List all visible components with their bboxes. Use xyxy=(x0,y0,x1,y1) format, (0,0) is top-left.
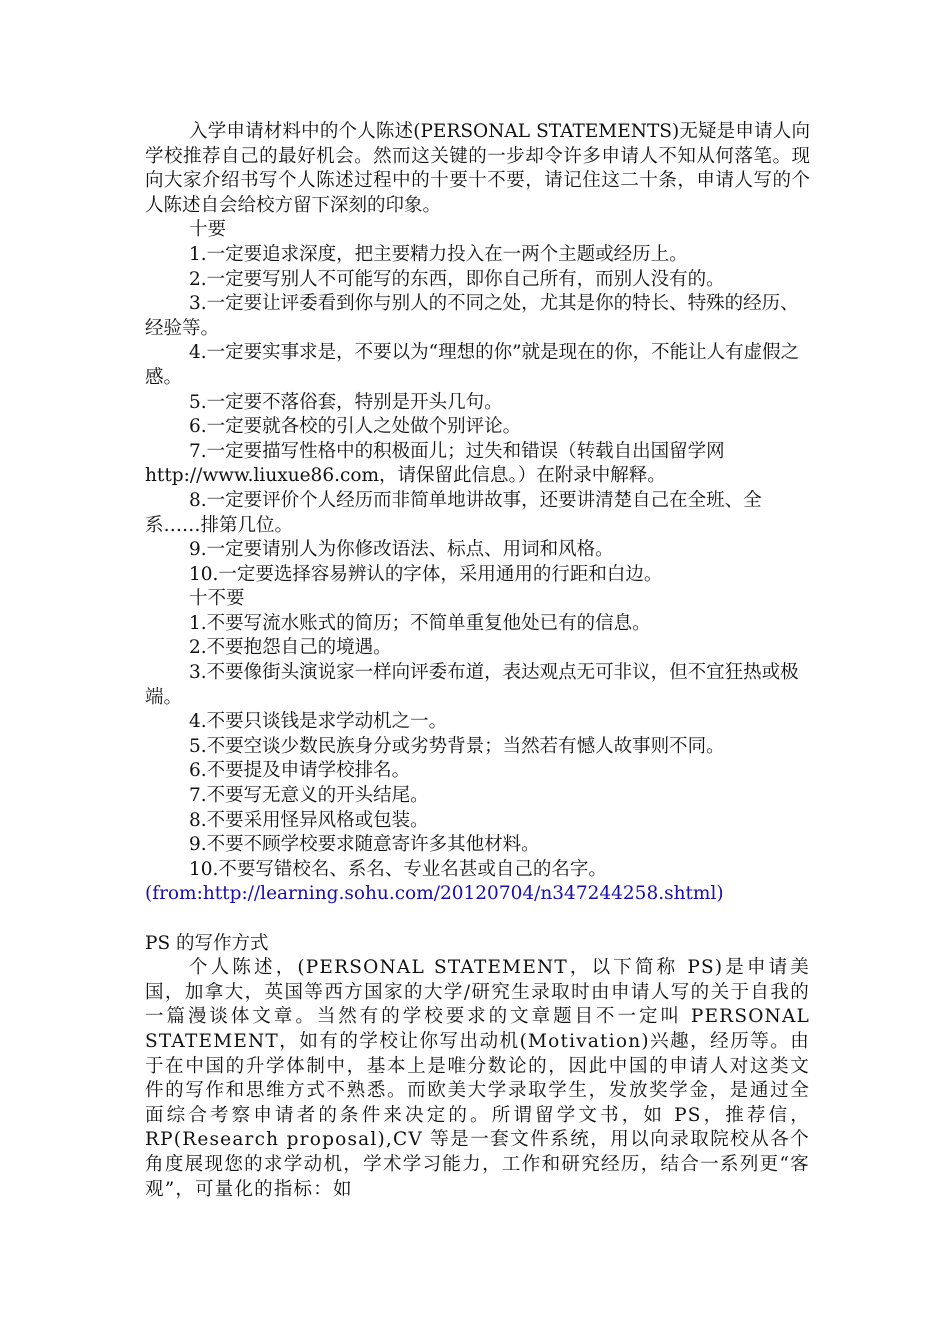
section2-title: PS 的写作方式 xyxy=(145,932,269,954)
section2-body: 个人陈述，(PERSONAL STATEMENT，以下简称 PS)是申请美国，加拿大，英国等西方国家的大学/研究生录取时由申请人写的关于自我的一篇漫谈体文章。当然有的学校要求的文章题目不一定叫 PERSONAL STATEMENT，如有的学校让你写出动机(Motivation)兴趣，经历等。由于在中国的升学体制中，基本上是唯分数论的，因此中国的申请人对这类文件的写作和思维方式不熟悉。而欧美大学录取学生，发放奖学金，是通过全面综合考察申请者的条件来决定的。所谓留学文书，如 PS，推荐信，RP(Research proposal),CV 等是一套文件系统，用以向录取院校从各个角度展现您的求学动机，学术学习能力，工作和研究经历，结合一系列更“客观”，可量化的指标：如 xyxy=(145,957,810,1200)
dos-item-2: 2.一定要写别人不可能写的东西，即你自己所有，而别人没有的。 xyxy=(189,268,725,290)
dos-item-6: 6.一定要就各校的引人之处做个别评论。 xyxy=(189,416,522,438)
donts-item-8: 8.不要采用怪异风格或包装。 xyxy=(189,809,429,831)
dos-heading: 十要 xyxy=(189,219,227,241)
donts-item-3: 3.不要像街头演说家一样向评委布道，表达观点无可非议，但不宜狂热或极端。 xyxy=(145,662,799,708)
donts-item-2: 2.不要抱怨自己的境遇。 xyxy=(189,637,392,659)
source-link[interactable]: (from:http://learning.sohu.com/20120704/n347244258.shtml) xyxy=(145,883,724,905)
dos-item-3: 3.一定要让评委看到你与别人的不同之处，尤其是你的特长、特殊的经历、经验等。 xyxy=(145,293,799,339)
donts-item-5: 5.不要空谈少数民族身分或劣势背景；当然若有憾人故事则不同。 xyxy=(189,735,725,757)
donts-item-6: 6.不要提及申请学校排名。 xyxy=(189,760,411,782)
donts-item-4: 4.不要只谈钱是求学动机之一。 xyxy=(189,711,448,733)
donts-item-1: 1.不要写流水账式的简历；不简单重复他处已有的信息。 xyxy=(189,612,651,634)
donts-heading: 十不要 xyxy=(189,588,245,610)
dos-item-1: 1.一定要追求深度，把主要精力投入在一两个主题或经历上。 xyxy=(189,243,688,265)
intro-paragraph: 入学申请材料中的个人陈述(PERSONAL STATEMENTS)无疑是申请人向学校推荐自己的最好机会。然而这关键的一步却令许多申请人不知从何落笔。现向大家介绍书写个人陈述过程中的十要十不要，请记住这二十条，申请人写的个人陈述自会给校方留下深刻的印象。 xyxy=(145,121,810,216)
blank-line xyxy=(145,907,810,932)
dos-item-10: 10.一定要选择容易辨认的字体，采用通用的行距和白边。 xyxy=(189,563,663,585)
document-page xyxy=(145,120,810,1202)
donts-item-7: 7.不要写无意义的开头结尾。 xyxy=(189,785,429,807)
dos-item-4: 4.一定要实事求是，不要以为“理想的你”就是现在的你，不能让人有虚假之感。 xyxy=(145,342,800,388)
dos-item-8: 8.一定要评价个人经历而非简单地讲故事，还要讲清楚自己在全班、全系……排第几位。 xyxy=(145,489,762,536)
dos-item-9: 9.一定要请别人为你修改语法、标点、用词和风格。 xyxy=(189,539,614,561)
donts-item-9: 9.不要不顾学校要求随意寄许多其他材料。 xyxy=(189,834,540,856)
dos-item-7: 7.一定要描写性格中的积极面儿；过失和错误（转载自出国留学网 http://www.liuxue86.com，请保留此信息。）在附录中解释。 xyxy=(145,440,725,487)
donts-item-10: 10.不要写错校名、系名、专业名甚或自己的名字。 xyxy=(189,858,607,880)
dos-item-5: 5.一定要不落俗套，特别是开头几句。 xyxy=(189,391,503,413)
